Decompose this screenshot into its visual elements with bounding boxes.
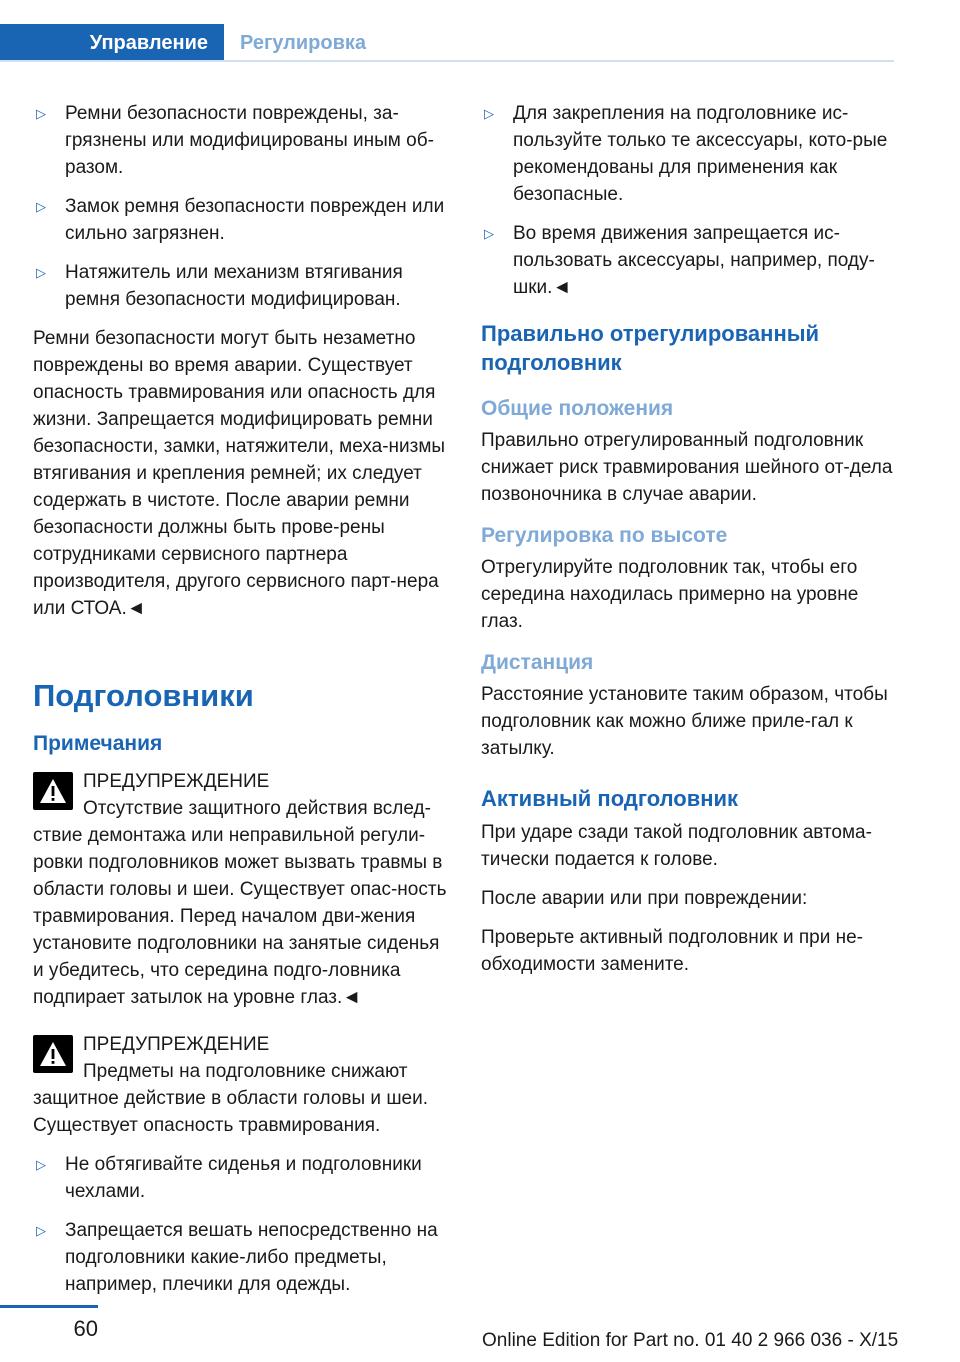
list-item [33, 259, 448, 313]
warning-block [33, 768, 448, 795]
page-number: 60 [73, 1316, 98, 1341]
active-paragraph-1: При ударе сзади такой подголовник автома-тически подается к голове. [481, 822, 872, 870]
warning-title: ПРЕДУПРЕЖДЕНИЕ [83, 1034, 270, 1055]
list-item [33, 1217, 448, 1298]
header-section-tab[interactable]: Управление [0, 24, 224, 62]
bullet-triangle-icon: ▷ [36, 265, 46, 280]
bullet-triangle-icon: ▷ [484, 226, 494, 241]
seatbelt-paragraph: Ремни безопасности могут быть незаметно повреждены во время аварии. Существует опасность травмирования или опасность для жизни. Запрещается модифицировать ремни безопасности, замки, натяжители, меха-низмы втягивания и крепления ремней; их следует содержать в чистоте. После аварии ремни безопасности должны быть прове-рены сотрудниками сервисного партнера производителя, другого сервисного парт-нера или СТОА.◄ [33, 328, 446, 619]
list-item-text: Не обтягивайте сиденья и подголовники чехлами. [65, 1154, 422, 1202]
active-paragraph-2: После аварии или при повреждении: [481, 888, 808, 909]
edition-note: Online Edition for Part no. 01 40 2 966 036 - X/15 [482, 1330, 899, 1351]
section-title-headrests: Подголовники [33, 678, 254, 713]
header-rule [0, 60, 894, 62]
active-paragraph-3: Проверьте активный подголовник и при не-обходимости замените. [481, 927, 863, 975]
subsection-title-height: Регулировка по высоте [481, 524, 728, 547]
bullet-triangle-icon: ▷ [484, 106, 494, 121]
header-subsection-tab[interactable]: Регулировка [240, 32, 367, 54]
bullet-triangle-icon: ▷ [36, 1223, 46, 1238]
list-item-text: Запрещается вешать непосредственно на подголовники какие-либо предметы, например, плечики для одежды. [65, 1220, 438, 1295]
list-item-text: Натяжитель или механизм втягивания ремня безопасности модифицирован. [65, 262, 403, 310]
distance-paragraph: Расстояние установите таким образом, чтобы подголовник как можно ближе приле-гал к затылку. [481, 684, 888, 759]
left-column [33, 100, 448, 1310]
warning-title: ПРЕДУПРЕЖДЕНИЕ [83, 771, 270, 792]
list-item [33, 100, 448, 181]
bullet-triangle-icon: ▷ [36, 106, 46, 121]
section-title-adjusted-headrest: Правильно отрегулированный подголовник [481, 321, 820, 375]
warning-text: Отсутствие защитного действия вслед-ствие демонтажа или неправильной регули-ровки подголовников может вызвать травмы в области головы и шеи. Существует опас-ность травмирования. Перед началом дви-жения установите подголовники на занятые сиденья и убедитесь, что середина подго-ловника подпирает затылок на уровне глаз.◄ [33, 798, 447, 1008]
list-item [481, 220, 893, 301]
footer-rule [0, 1305, 98, 1308]
list-item-text: Ремни безопасности повреждены, за-грязнены или модифицированы иным об-разом. [65, 103, 434, 178]
list-item-text: Для закрепления на подголовнике ис-пользуйте только те аксессуары, кото-рые рекомендованы для применения как безопасные. [513, 103, 888, 205]
list-item [33, 1151, 448, 1205]
list-item-text: Замок ремня безопасности поврежден или сильно загрязнен. [65, 196, 445, 244]
warning-text: Предметы на подголовнике снижают защитное действие в области головы и шеи. Существует опасность травмирования. [33, 1061, 429, 1136]
subsection-title-distance: Дистанция [481, 651, 594, 674]
bullet-triangle-icon: ▷ [36, 1157, 46, 1172]
bullet-triangle-icon: ▷ [36, 199, 46, 214]
height-paragraph: Отрегулируйте подголовник так, чтобы его середина находилась примерно на уровне глаз. [481, 557, 859, 632]
subsection-title-general: Общие положения [481, 397, 674, 420]
subsection-title-notes: Примечания [33, 732, 163, 755]
list-item [33, 193, 448, 247]
list-item [481, 100, 893, 208]
section-title-active-headrest: Активный подголовник [481, 786, 739, 811]
general-paragraph: Правильно отрегулированный подголовник снижает риск травмирования шейного от-дела позвоночника в случае аварии. [481, 430, 893, 505]
warning-triangle-icon [33, 1035, 73, 1073]
right-column [481, 100, 893, 990]
warning-block [33, 1031, 448, 1058]
warning-triangle-icon [33, 772, 73, 810]
list-item-text: Во время движения запрещается ис-пользовать аксессуары, например, поду-шки.◄ [513, 223, 875, 298]
